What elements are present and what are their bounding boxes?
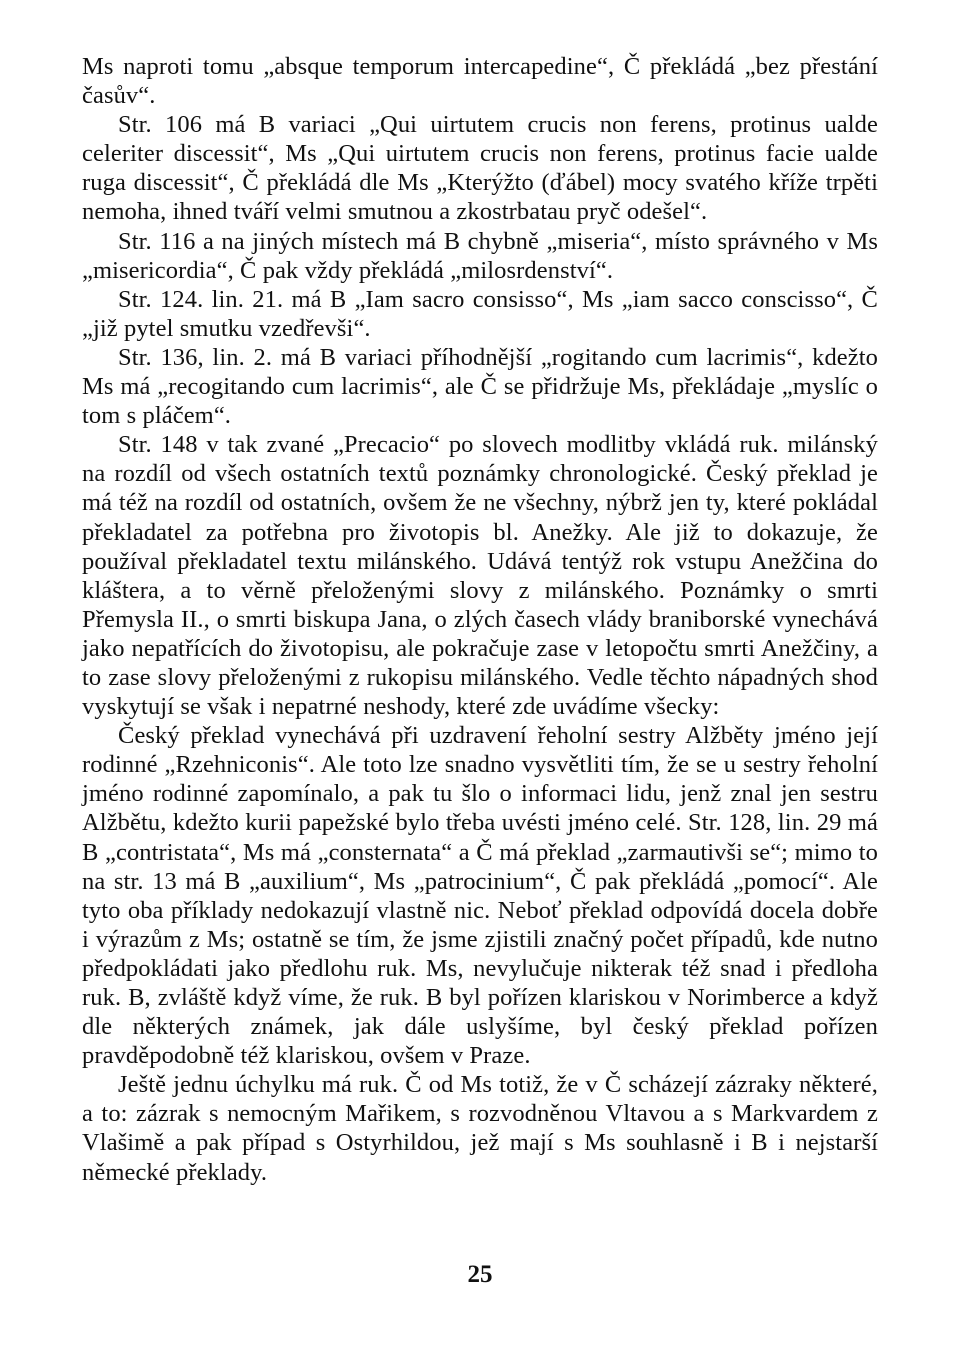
paragraph-8: Ještě jednu úchylku má ruk. Č od Ms totiž, že v Č scházejí zázraky některé, a to: zázrak s nemocným Mařikem, s rozvodněnou Vltavou a s Markvardem z Vlašimě a pak případ s Ostyrhildou, jež mají s Ms souhlasně i B i nejstarší německé překlady. (82, 1071, 878, 1186)
page-body (82, 52, 878, 1187)
paragraph-1: Ms naproti tomu „absque temporum intercapedine“, Č překládá „bez přestání časův“. (82, 53, 878, 110)
paragraph-5: Str. 136, lin. 2. má B variaci příhodnější „rogitando cum lacrimis“, kdežto Ms má „recogitando cum lacrimis“, ale Č se přidržuje Ms, překládaje „myslíc o tom s pláčem“. (82, 343, 878, 430)
paragraph-2: Str. 106 má B variaci „Qui uirtutem crucis non ferens, protinus ualde celeriter discessit“, Ms „Qui uirtutem crucis non ferens, protinus facie ualde ruga discessit“, Č překládá dle Ms „Kterýžto (ďábel) mocy svatého kříže trpěti nemoha, ihned tváří velmi smutnou a zkostrbatau pryč odešel“. (82, 111, 878, 226)
paragraph-3: Str. 116 a na jiných místech má B chybně „miseria“, místo správného v Ms „misericordia“, Č pak vždy překládá „milosrdenství“. (82, 227, 878, 284)
paragraph-4: Str. 124. lin. 21. má B „Iam sacro consisso“, Ms „iam sacco conscisso“, Č „již pytel smutku vzedřevši“. (82, 285, 878, 342)
page-number: 25 (467, 1261, 493, 1288)
paragraph-6: Str. 148 v tak zvané „Precacio“ po slovech modlitby vkládá ruk. milánský na rozdíl od všech ostatních textů poznámky chronologické. Český překlad je má též na rozdíl od ostatních, ovšem že ne všechny, nýbrž jen ty, které pokládal překladatel za potřebna pro životopis bl. Anežky. Ale již to dokazuje, že používal překladatel textu milánského. Udává tentýž rok vstupu Anežčina do kláštera, a to věrně přeloženými slovy z milánského. Poznámky o smrti Přemysla II., o smrti biskupa Jana, o zlých časech vlády braniborské vynechává jako nepatřících do životopisu, ale pokračuje zase v letopočtu smrti Anežčiny, a to zase slovy přeloženými z rukopisu milánského. Vedle těchto nápadných shod vyskytují se však i nepatrné neshody, které zde uvádíme všecky: (82, 431, 878, 721)
paragraph-7: Český překlad vynechává při uzdravení řeholní sestry Alžběty jméno její rodinné „Rzehniconis“. Ale toto lze snadno vysvětliti tím, že se u sestry řeholní jméno rodinné zapomínalo, a pak tu šlo o informaci lidu, jenž znal jen sestru Alžbětu, kdežto kurii papežské bylo třeba uvésti jméno celé. Str. 128, lin. 29 má B „contristata“, Ms má „consternata“ a Č má překlad „zarmautivši se“; mimo to na str. 13 má B „auxilium“, Ms „patrocinium“, Č pak překládá „pomocí“. Ale tyto oba příklady nedokazují vlastně nic. Neboť překlad odpovídá docela dobře i výrazům z Ms; ostatně se tím, že jsme zjistili značný počet případů, kde nutno předpokládati jako předlohu ruk. Ms, nevylučuje nikterak též snad i předloha ruk. B, zvláště když víme, že ruk. B byl pořízen klariskou v Norimberce a když dle některých známek, jak dále uslyšíme, byl český překlad pořízen pravděpodobně též klariskou, ovšem v Praze. (82, 722, 878, 1070)
